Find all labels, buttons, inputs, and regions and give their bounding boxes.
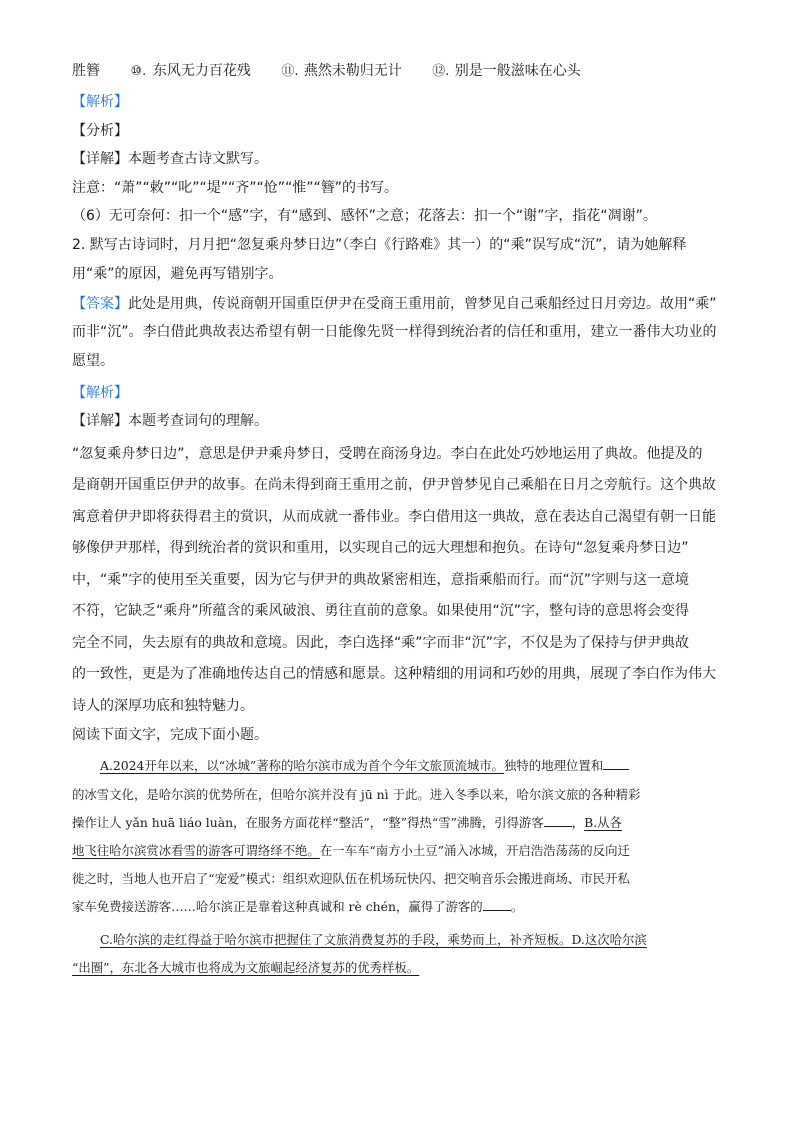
passage-line [72, 926, 722, 954]
detail-line: 是商朝开国重臣伊尹的故事。在尚未得到商王重用之前，伊尹曾梦见自己乘船在日月之旁航行。这个典故 [72, 477, 716, 494]
answer-list-row [72, 60, 722, 83]
item-number: ⑪. [281, 64, 299, 79]
passage-line: 的冰雪文化，是哈尔滨的优势所在，但哈尔滨并没有 jū nì 于此。进入冬季以来，哈尔滨文旅的各种精彩 [72, 786, 641, 802]
answer-line-3: 愿望。 [72, 352, 114, 369]
fenxi-heading: 【分析】 [72, 122, 128, 139]
answer-item: ⑩. 东风无力百花残 [130, 60, 250, 83]
detail-line: “忽复乘舟梦日边”，意思是伊尹乘舟梦日，受聘在商汤身边。李白在此处巧妙地运用了典故。他提及的 [72, 445, 703, 462]
reading-intro: 阅读下面文字，完成下面小题。 [72, 727, 268, 744]
underlined-sentence-d-cont: “出圈”，东北各大城市也将成为文旅崛起经济复苏的优秀样板。 [72, 959, 420, 975]
note-line-2: （6）无可奈何：扣一个“感”字，有“感到、感怀”之意；花落去：扣一个“谢”字，指花“凋谢”。 [72, 208, 657, 225]
underlined-sentence-d: D.这次哈尔滨 [571, 931, 647, 947]
answer-item: 胜簪 [72, 63, 100, 79]
detail-line: 的一致性，更是为了准确地传达自己的情感和愿景。这种精细的用词和巧妙的用典，展现了李白作为伟大 [72, 666, 716, 683]
passage-line: 徙之时，当地人也开启了“宠爱”模式：组织欢迎队伍在机场玩快闪、把交响音乐会搬进商场、市民开私 [72, 871, 630, 887]
document-page [72, 60, 722, 982]
answer-item: ⑫. 别是一般滋味在心头 [432, 60, 580, 83]
passage-line: 地飞往哈尔滨赏冰看雪的游客可谓络绎不绝。在一车车“南方小土豆”涌入冰城，开启浩浩荡荡的反向迁 [72, 843, 630, 859]
underlined-sentence-b-cont: 地飞往哈尔滨赏冰看雪的游客可谓络绎不绝。 [72, 843, 320, 859]
underlined-sentence-a: A.2024开年以来，以“冰城”著称的哈尔滨市成为首个今年文旅顶流城市。 [100, 758, 505, 774]
fill-blank [483, 898, 511, 911]
underlined-sentence-c: C.哈尔滨的走红得益于哈尔滨市把握住了文旅消费复苏的手段，乘势而上，补齐短板。 [100, 931, 572, 947]
passage-line [72, 954, 722, 982]
detail-line: 够像伊尹那样，得到统治者的赏识和重用，以实现自己的远大理想和抱负。在诗句“忽复乘舟梦日边” [72, 540, 689, 557]
detail-line: 中，“乘”字的使用至关重要，因为它与伊尹的典故紧密相连，意指乘船而行。而“沉”字则与这一意境 [72, 571, 690, 588]
underlined-sentence-b: B.从各 [584, 814, 622, 830]
passage-line: 操作让人 yǎn huā liáo luàn，在服务方面花样“整活”，“整”得热“雪”沸腾，引得游客 ，B.从各 [72, 814, 622, 830]
detail-line: 诗人的深厚功底和独特魅力。 [72, 697, 254, 714]
passage-line: A.2024开年以来，以“冰城”著称的哈尔滨市成为首个今年文旅顶流城市。独特的地理位置和 [72, 752, 722, 780]
item-number: ⑫. [432, 64, 450, 79]
xiangjie-line: 【详解】本题考查古诗文默写。 [72, 151, 268, 168]
passage-line: 家车免费接送游客……哈尔滨正是靠着这种真诚和 rè chén，赢得了游客的 。 [72, 899, 524, 915]
note-line: 注意：“萧”“敕”“叱”“堤”“齐”“怆”“惟”“簪”的书写。 [72, 179, 399, 196]
detail-paragraph [72, 439, 722, 723]
question-2-line-2: 用“乘”的原因，避免再写错别字。 [72, 265, 283, 282]
answer-line-2: 而非“沉”。李白借此典故表达希望有朝一日能像先贤一样得到统治者的信任和重用，建立一番伟大功业的 [72, 324, 717, 341]
jiexi-heading-2: 【解析】 [72, 384, 128, 401]
detail-line: 不符，它缺乏“乘舟”所蕴含的乘风破浪、勇往直前的意象。如果使用“沉”字，整句诗的意思将会变得 [72, 603, 690, 620]
reading-passage-1 [72, 752, 722, 921]
xiangjie-line-2: 【详解】本题考查词句的理解。 [72, 413, 268, 430]
answer-line-1: 【答案】此处是用典，传说商朝开国重臣伊尹在受商王重用前，曾梦见自己乘船经过日月旁边。故用“乘” [72, 295, 717, 312]
question-2-line-1: 2. 默写古诗词时，月月把“忽复乘舟梦日边”（李白《行路难》其一）的“乘”误写成“沉”，请为她解释 [72, 236, 687, 253]
detail-line: 完全不同，失去原有的典故和意境。因此，李白选择“乘”字而非“沉”字，不仅是为了保持与伊尹典故 [72, 634, 690, 651]
jiexi-heading: 【解析】 [72, 94, 128, 110]
fill-blank [603, 757, 629, 770]
reading-passage-2 [72, 926, 722, 982]
item-number: ⑩. [130, 64, 147, 79]
fill-blank [544, 814, 572, 827]
answer-item: ⑪. 燕然未勒归无计 [281, 60, 401, 83]
detail-line: 寓意着伊尹即将获得君主的赏识，从而成就一番伟业。李白借用这一典故，意在表达自己渴望有朝一日能 [72, 508, 716, 525]
answer-tag: 【答案】 [72, 295, 128, 312]
